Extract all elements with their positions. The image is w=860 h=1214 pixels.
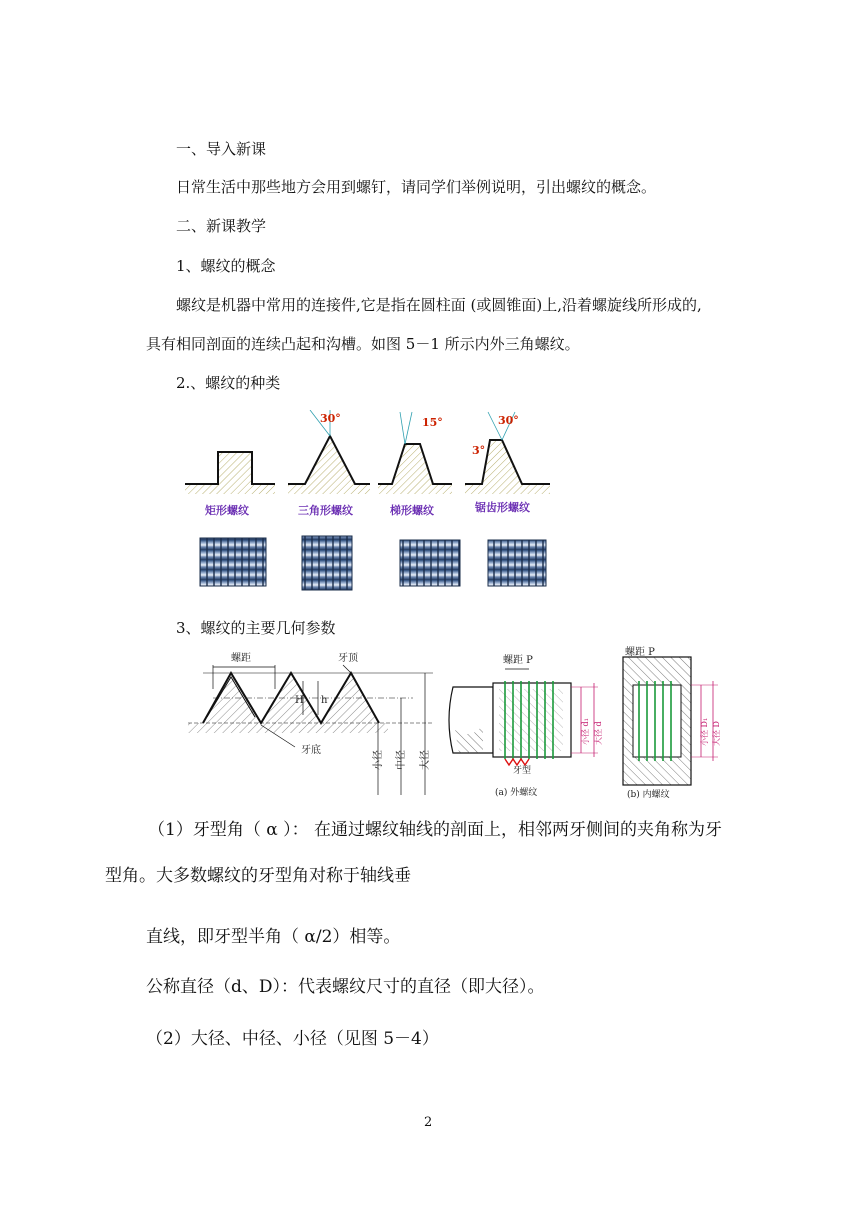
triangular-thread-photo [302, 536, 352, 590]
minor-diameter-label: 小径 [373, 750, 384, 770]
trapezoid-thread-profile [378, 412, 452, 494]
ext-caption: (a) 外螺纹 [495, 788, 538, 798]
int-minor-label: 小径 D₁ [700, 717, 709, 746]
label-rectangular: 矩形螺纹 [205, 504, 249, 517]
rectangular-thread-photo [200, 538, 266, 586]
int-major-label: 大径 D [712, 721, 721, 746]
int-caption: (b) 内螺纹 [627, 790, 670, 800]
sawtooth-top-angle-label: 30° [498, 414, 519, 427]
ext-major-label: 大径 d [594, 721, 603, 745]
sawtooth-side-angle-label: 3° [472, 444, 486, 457]
ext-pitch-label: 螺距 P [503, 655, 533, 666]
ext-profile-label: 牙型 [513, 766, 532, 776]
root-label: 牙底 [301, 745, 321, 756]
crest-label: 牙顶 [338, 653, 358, 664]
trapezoid-thread-photo [400, 540, 460, 586]
H-label: H [295, 695, 304, 706]
major-diameter-label: 大径 [420, 750, 431, 770]
label-trapezoid: 梯形螺纹 [390, 504, 434, 517]
nominal-diameter-line: 公称直径（d、D）：代表螺纹尺寸的直径（即大径）。 [146, 977, 545, 997]
diameters-heading: （2）大径、中径、小径（见图 5－4） [146, 1029, 439, 1049]
heading-concept: 1、螺纹的概念 [176, 257, 276, 275]
page-number: 2 [424, 1115, 433, 1130]
label-sawtooth: 锯齿形螺纹 [475, 501, 530, 514]
ext-minor-label: 小径 d₁ [581, 718, 590, 745]
triangular-angle-label: 30° [320, 412, 341, 425]
internal-thread-diagram [623, 645, 721, 800]
heading-parameters: 3、螺纹的主要几何参数 [176, 619, 336, 637]
heading-new-lesson: 二、新课教学 [176, 217, 267, 235]
thread-profile-diagram [188, 651, 433, 795]
thread-parameters-figure [183, 645, 728, 805]
sawtooth-thread-photo [488, 540, 546, 586]
concept-line-1: 螺纹是机器中常用的连接件,它是指在圆柱面 (或圆锥面)上,沿着螺旋线所形成的, [176, 296, 702, 314]
pitch-label: 螺距 [231, 653, 251, 664]
tooth-angle-line-2: 型角。大多数螺纹的牙型角对称于轴线垂 [105, 866, 411, 886]
triangular-thread-profile [288, 410, 370, 494]
concept-line-2: 具有相同剖面的连续凸起和沟槽。如图 5－1 所示内外三角螺纹。 [146, 335, 580, 353]
tooth-angle-line-3: 直线，即牙型半角（ α/2）相等。 [146, 927, 401, 947]
rectangular-thread-profile [185, 452, 275, 494]
external-thread-diagram [449, 653, 603, 798]
thread-types-figure [180, 410, 560, 605]
heading-intro: 一、导入新课 [176, 140, 267, 158]
int-pitch-label: 螺距 P [625, 647, 655, 658]
tooth-angle-line-1: （1）牙型角（ α ）： 在通过螺纹轴线的剖面上，相邻两牙侧间的夹角称为牙 [148, 820, 723, 840]
heading-types: 2.、螺纹的种类 [176, 374, 281, 392]
pitch-diameter-label: 中径 [396, 750, 407, 770]
sawtooth-thread-profile [465, 412, 550, 494]
h-label: h [321, 695, 328, 706]
trapezoid-angle-label: 15° [422, 416, 443, 429]
label-triangular: 三角形螺纹 [298, 504, 353, 517]
intro-paragraph: 日常生活中那些地方会用到螺钉，请同学们举例说明，引出螺纹的概念。 [176, 178, 657, 196]
